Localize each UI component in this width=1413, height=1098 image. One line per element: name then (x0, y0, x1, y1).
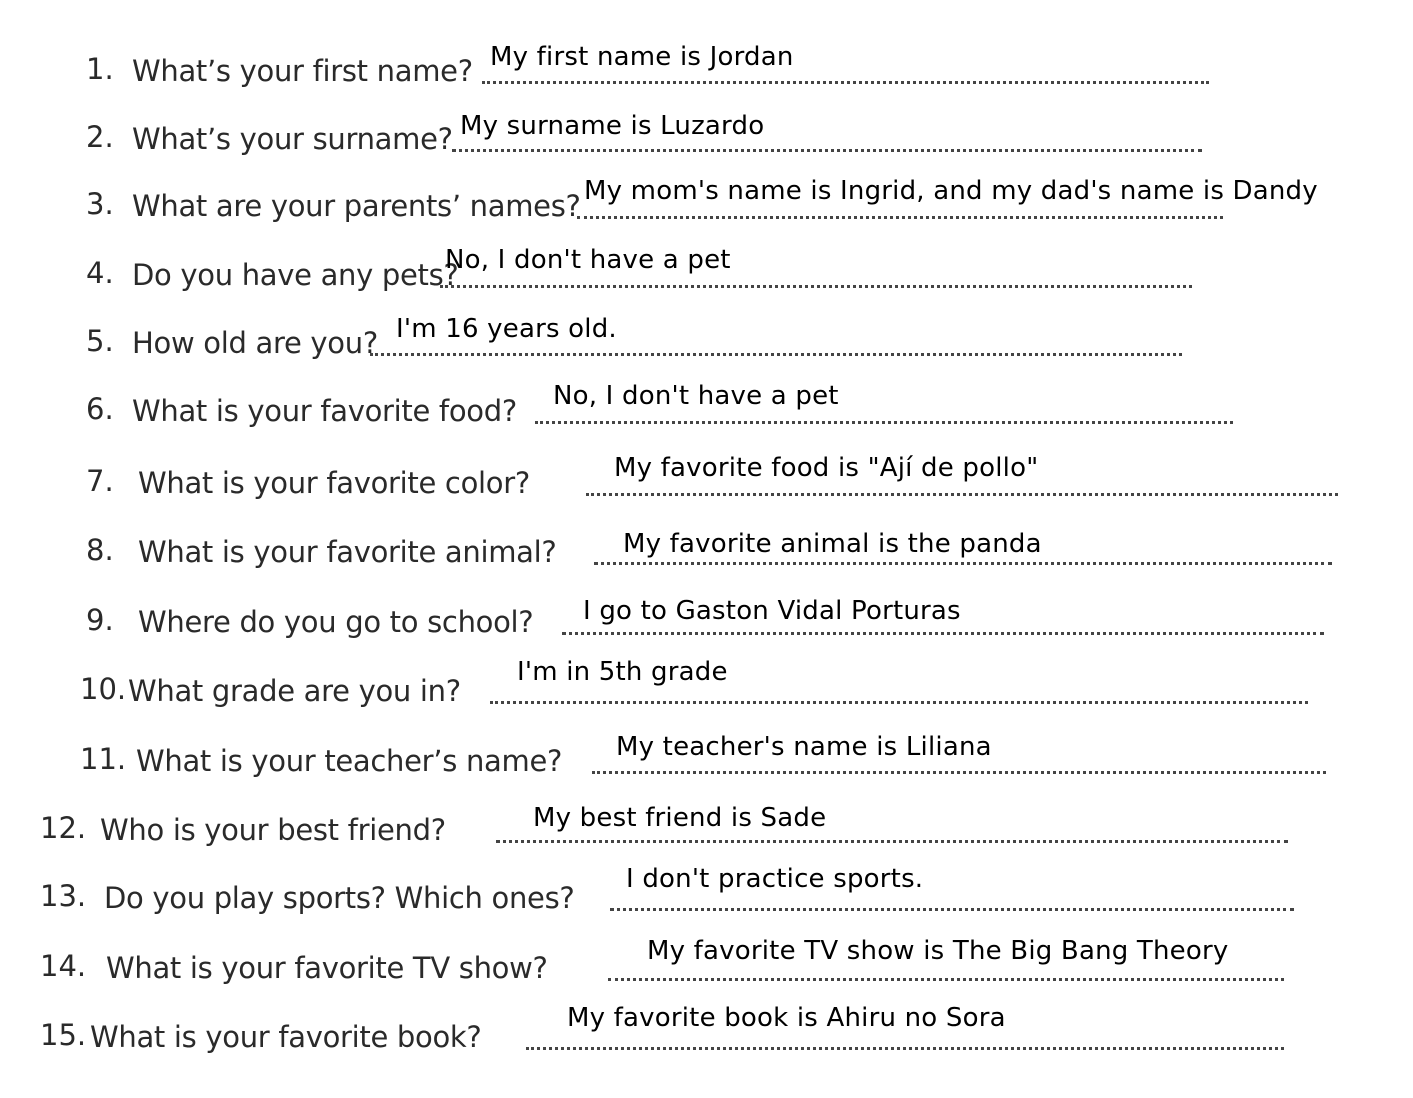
answer-text[interactable]: My favorite food is "Ají de pollo" (614, 453, 1039, 483)
question-row-5 (86, 310, 1186, 364)
answer-line (577, 216, 1223, 219)
answer-line (496, 840, 1288, 843)
answer-text[interactable]: My best friend is Sade (533, 803, 827, 833)
answer-text[interactable]: My first name is Jordan (490, 42, 794, 72)
question-text: What is your favorite color? (138, 466, 530, 500)
question-number: 13. (40, 879, 87, 913)
question-text: What grade are you in? (128, 674, 461, 708)
answer-text[interactable]: My favorite animal is the panda (623, 529, 1042, 559)
answer-text[interactable]: My teacher's name is Liliana (616, 732, 992, 762)
question-text: What is your favorite TV show? (106, 951, 548, 985)
answer-line (526, 1047, 1284, 1050)
question-number: 3. (86, 187, 114, 221)
question-number: 4. (86, 256, 114, 290)
question-number: 9. (86, 603, 114, 637)
question-text: How old are you? (132, 326, 378, 360)
answer-text[interactable]: No, I don't have a pet (445, 245, 731, 275)
answer-text[interactable]: I'm 16 years old. (396, 314, 617, 344)
answer-line (610, 908, 1294, 911)
question-number: 12. (40, 811, 87, 845)
question-text: What’s your surname? (132, 122, 453, 156)
answer-line (440, 285, 1192, 288)
answer-line (586, 493, 1338, 496)
answer-text[interactable]: My surname is Luzardo (460, 111, 765, 141)
question-text: What’s your first name? (132, 54, 473, 88)
question-text: What are your parents’ names? (132, 189, 581, 223)
question-number: 2. (86, 120, 114, 154)
answer-text[interactable]: No, I don't have a pet (553, 381, 839, 411)
answer-text[interactable]: I don't practice sports. (626, 864, 924, 894)
answer-line (482, 81, 1209, 84)
answer-line (608, 978, 1284, 981)
question-text: What is your favorite food? (132, 394, 517, 428)
question-number: 6. (86, 392, 114, 426)
question-number: 5. (86, 324, 114, 358)
question-text: What is your favorite animal? (138, 535, 557, 569)
question-text: Do you play sports? Which ones? (104, 881, 575, 915)
question-text: Do you have any pets? (132, 258, 459, 292)
answer-line (535, 421, 1233, 424)
question-text: Where do you go to school? (138, 605, 534, 639)
answer-text[interactable]: My favorite book is Ahiru no Sora (567, 1003, 1006, 1033)
answer-line (452, 149, 1202, 152)
answer-text[interactable]: I go to Gaston Vidal Porturas (583, 596, 961, 626)
question-number: 1. (86, 52, 114, 86)
question-number: 14. (40, 949, 87, 983)
answer-text[interactable]: My mom's name is Ingrid, and my dad's name is Dandy (584, 176, 1318, 206)
question-text: Who is your best friend? (100, 813, 446, 847)
answer-text[interactable]: My favorite TV show is The Big Bang Theory (647, 936, 1229, 966)
question-text: What is your favorite book? (90, 1020, 482, 1054)
question-number: 10. (80, 672, 127, 706)
question-text: What is your teacher’s name? (136, 744, 563, 778)
question-number: 7. (86, 464, 114, 498)
question-number: 11. (80, 742, 127, 776)
answer-line (592, 771, 1326, 774)
answer-text[interactable]: I'm in 5th grade (517, 657, 728, 687)
question-number: 15. (40, 1018, 87, 1052)
answer-line (370, 353, 1182, 356)
answer-line (594, 562, 1332, 565)
answer-line (490, 701, 1308, 704)
answer-line (562, 632, 1324, 635)
question-number: 8. (86, 533, 114, 567)
